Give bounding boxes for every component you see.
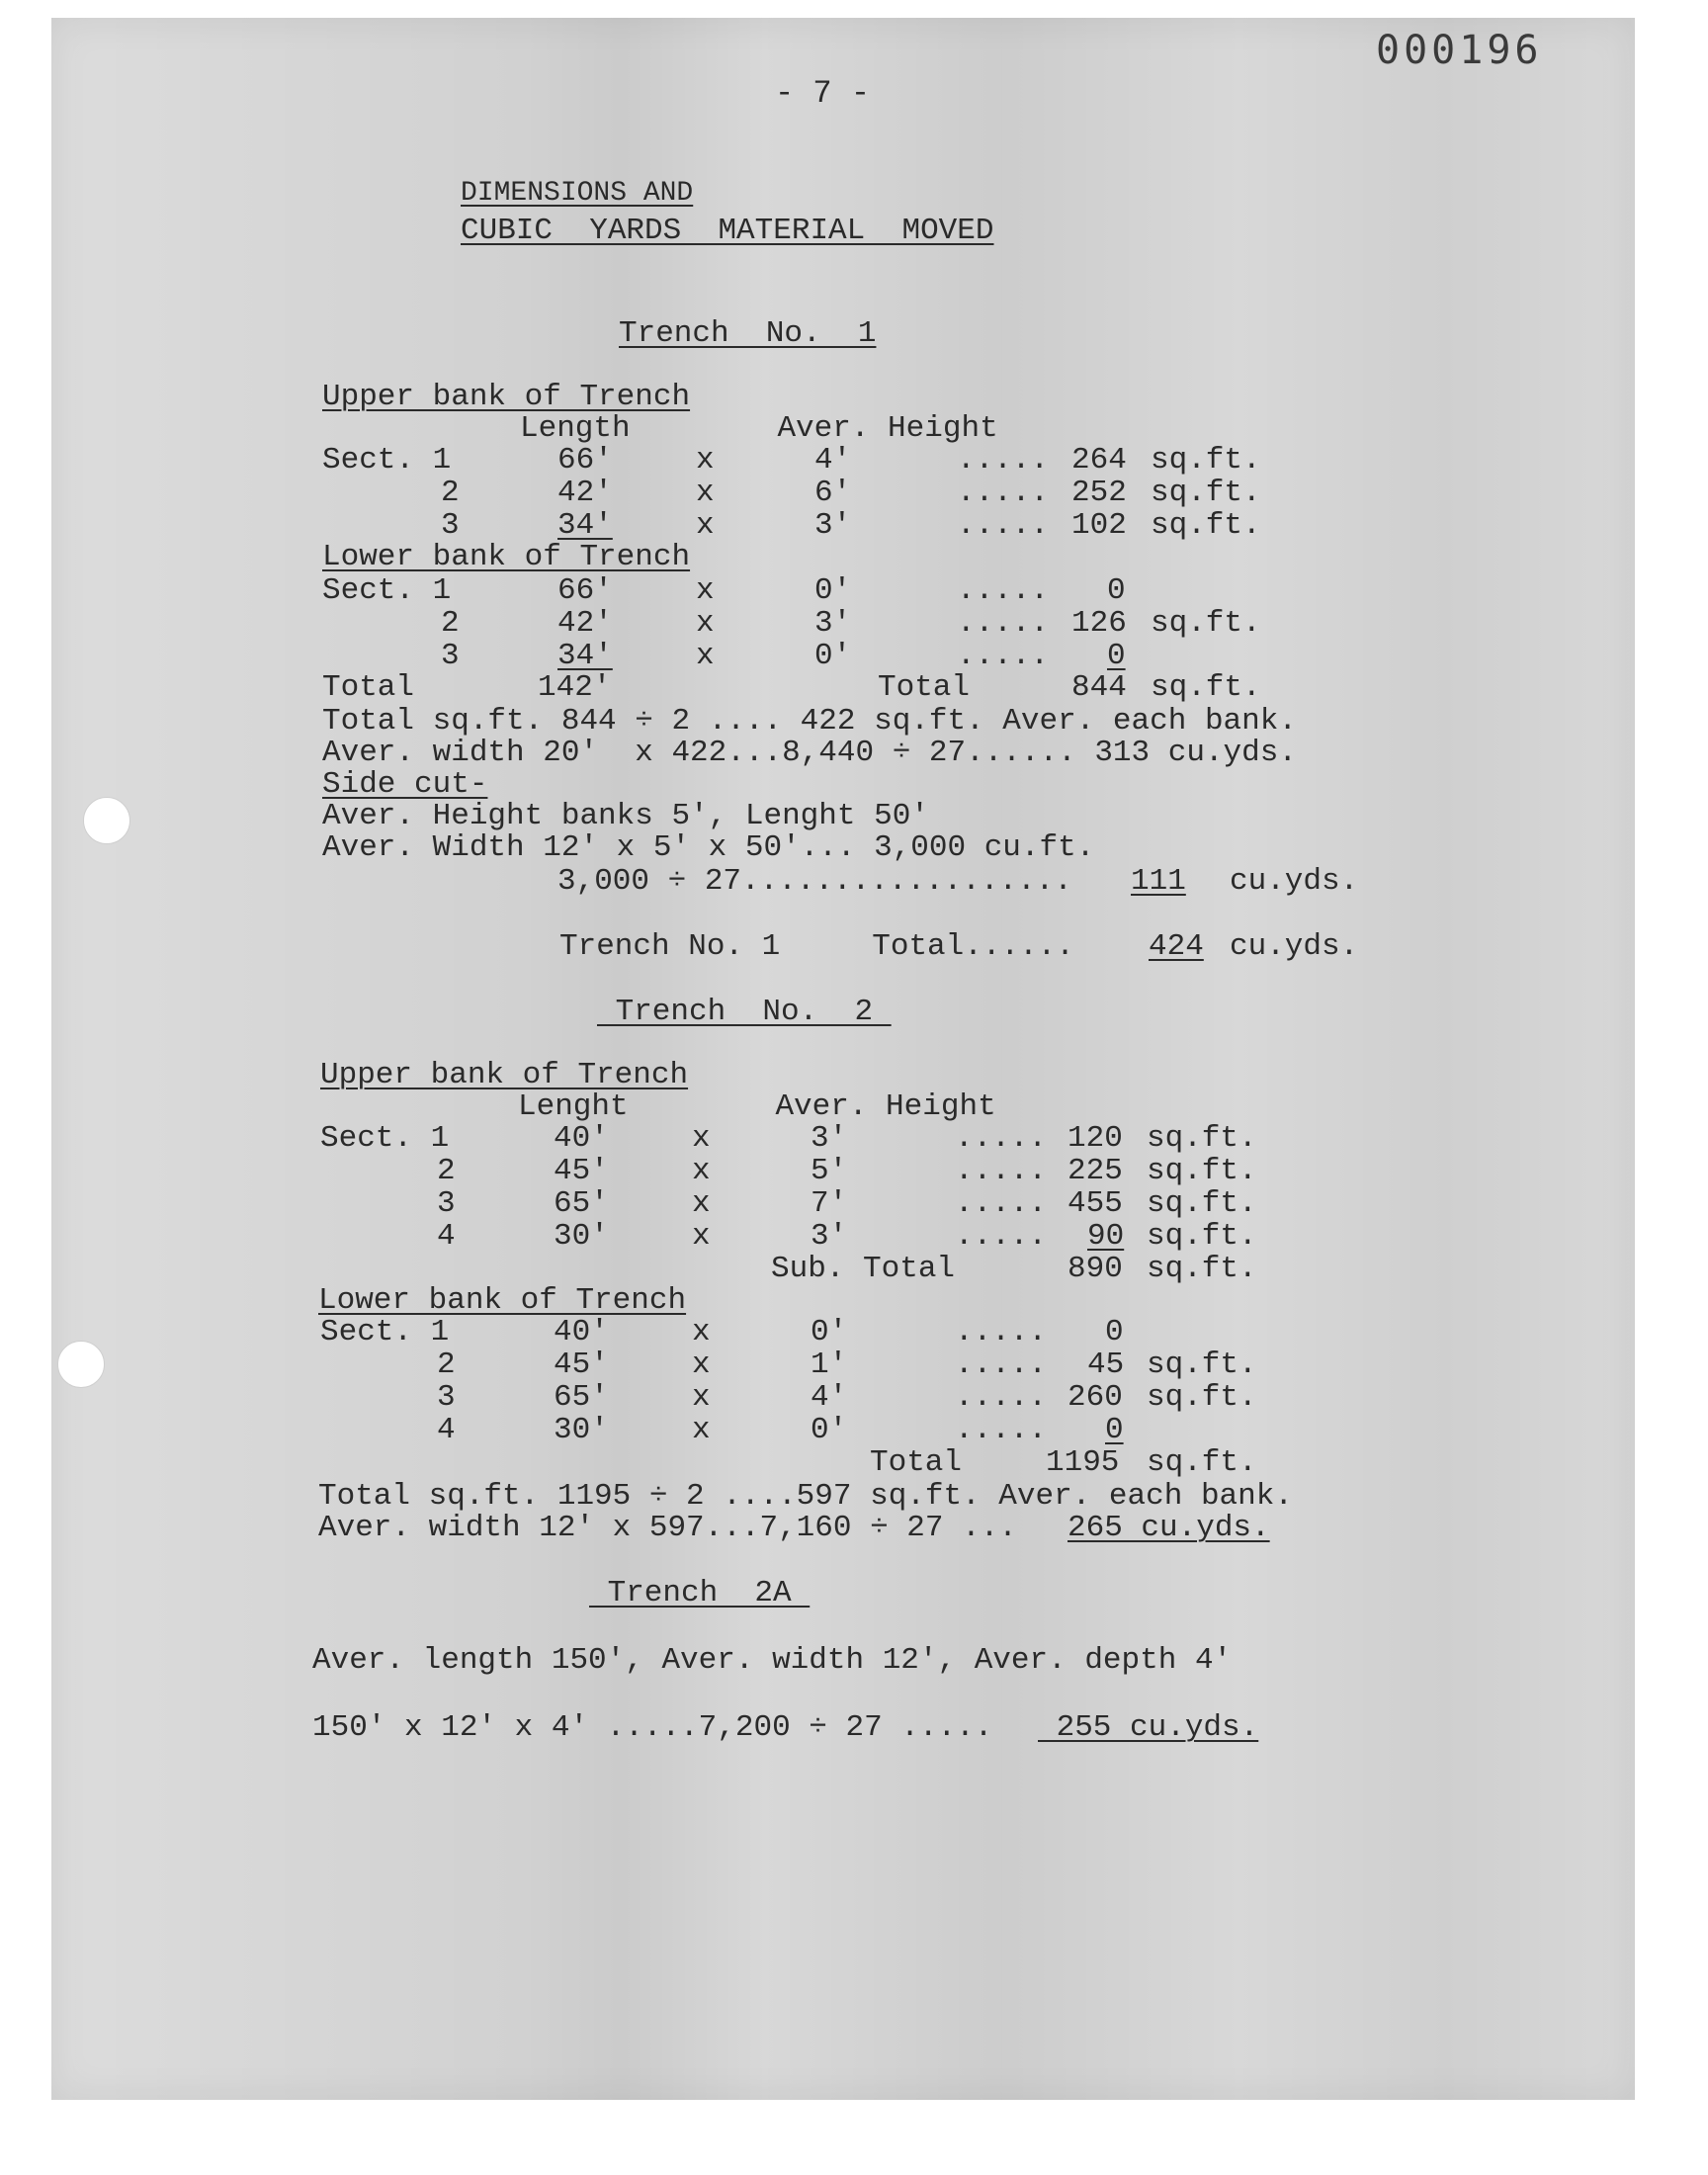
trench-1-heading: Trench No. 1	[619, 316, 877, 351]
title-line-2: CUBIC YARDS MATERIAL MOVED	[461, 214, 994, 248]
punch-hole	[57, 1341, 105, 1388]
page-number: - 7 -	[775, 75, 871, 112]
trench-2-heading: Trench No. 2	[597, 995, 892, 1029]
title-line-1: DIMENSIONS AND	[461, 178, 694, 209]
trench-1-average-line: Total sq.ft. 844 ÷ 2 .... 422 sq.ft. Aver. each bank.	[322, 704, 1297, 739]
document-stamp-number: 000196	[1376, 28, 1543, 73]
upper-bank-heading: Upper bank of Trench	[320, 1058, 689, 1092]
trench-1-width-line: Aver. width 20' x 422...8,440 ÷ 27...... 313 cu.yds.	[322, 736, 1297, 770]
side-cut-line-2: Aver. Width 12' x 5' x 50'... 3,000 cu.ft.	[322, 830, 1095, 865]
upper-bank-heading: Upper bank of Trench	[322, 380, 691, 414]
trench-2-average-line: Total sq.ft. 1195 ÷ 2 ....597 sq.ft. Aver. each bank.	[318, 1479, 1293, 1514]
lower-bank-heading: Lower bank of Trench	[322, 540, 691, 574]
column-headers: Lenght Aver. Height	[518, 1089, 996, 1124]
column-headers: Length Aver. Height	[520, 411, 998, 446]
side-cut-heading: Side cut-	[322, 767, 488, 802]
trench-2a-line-1: Aver. length 150', Aver. width 12', Aver. depth 4'	[312, 1643, 1233, 1678]
lower-bank-heading: Lower bank of Trench	[318, 1283, 687, 1318]
side-cut-line-1: Aver. Height banks 5', Lenght 50'	[322, 799, 929, 833]
punch-hole	[83, 797, 130, 844]
trench-2a-heading: Trench 2A	[589, 1576, 811, 1610]
